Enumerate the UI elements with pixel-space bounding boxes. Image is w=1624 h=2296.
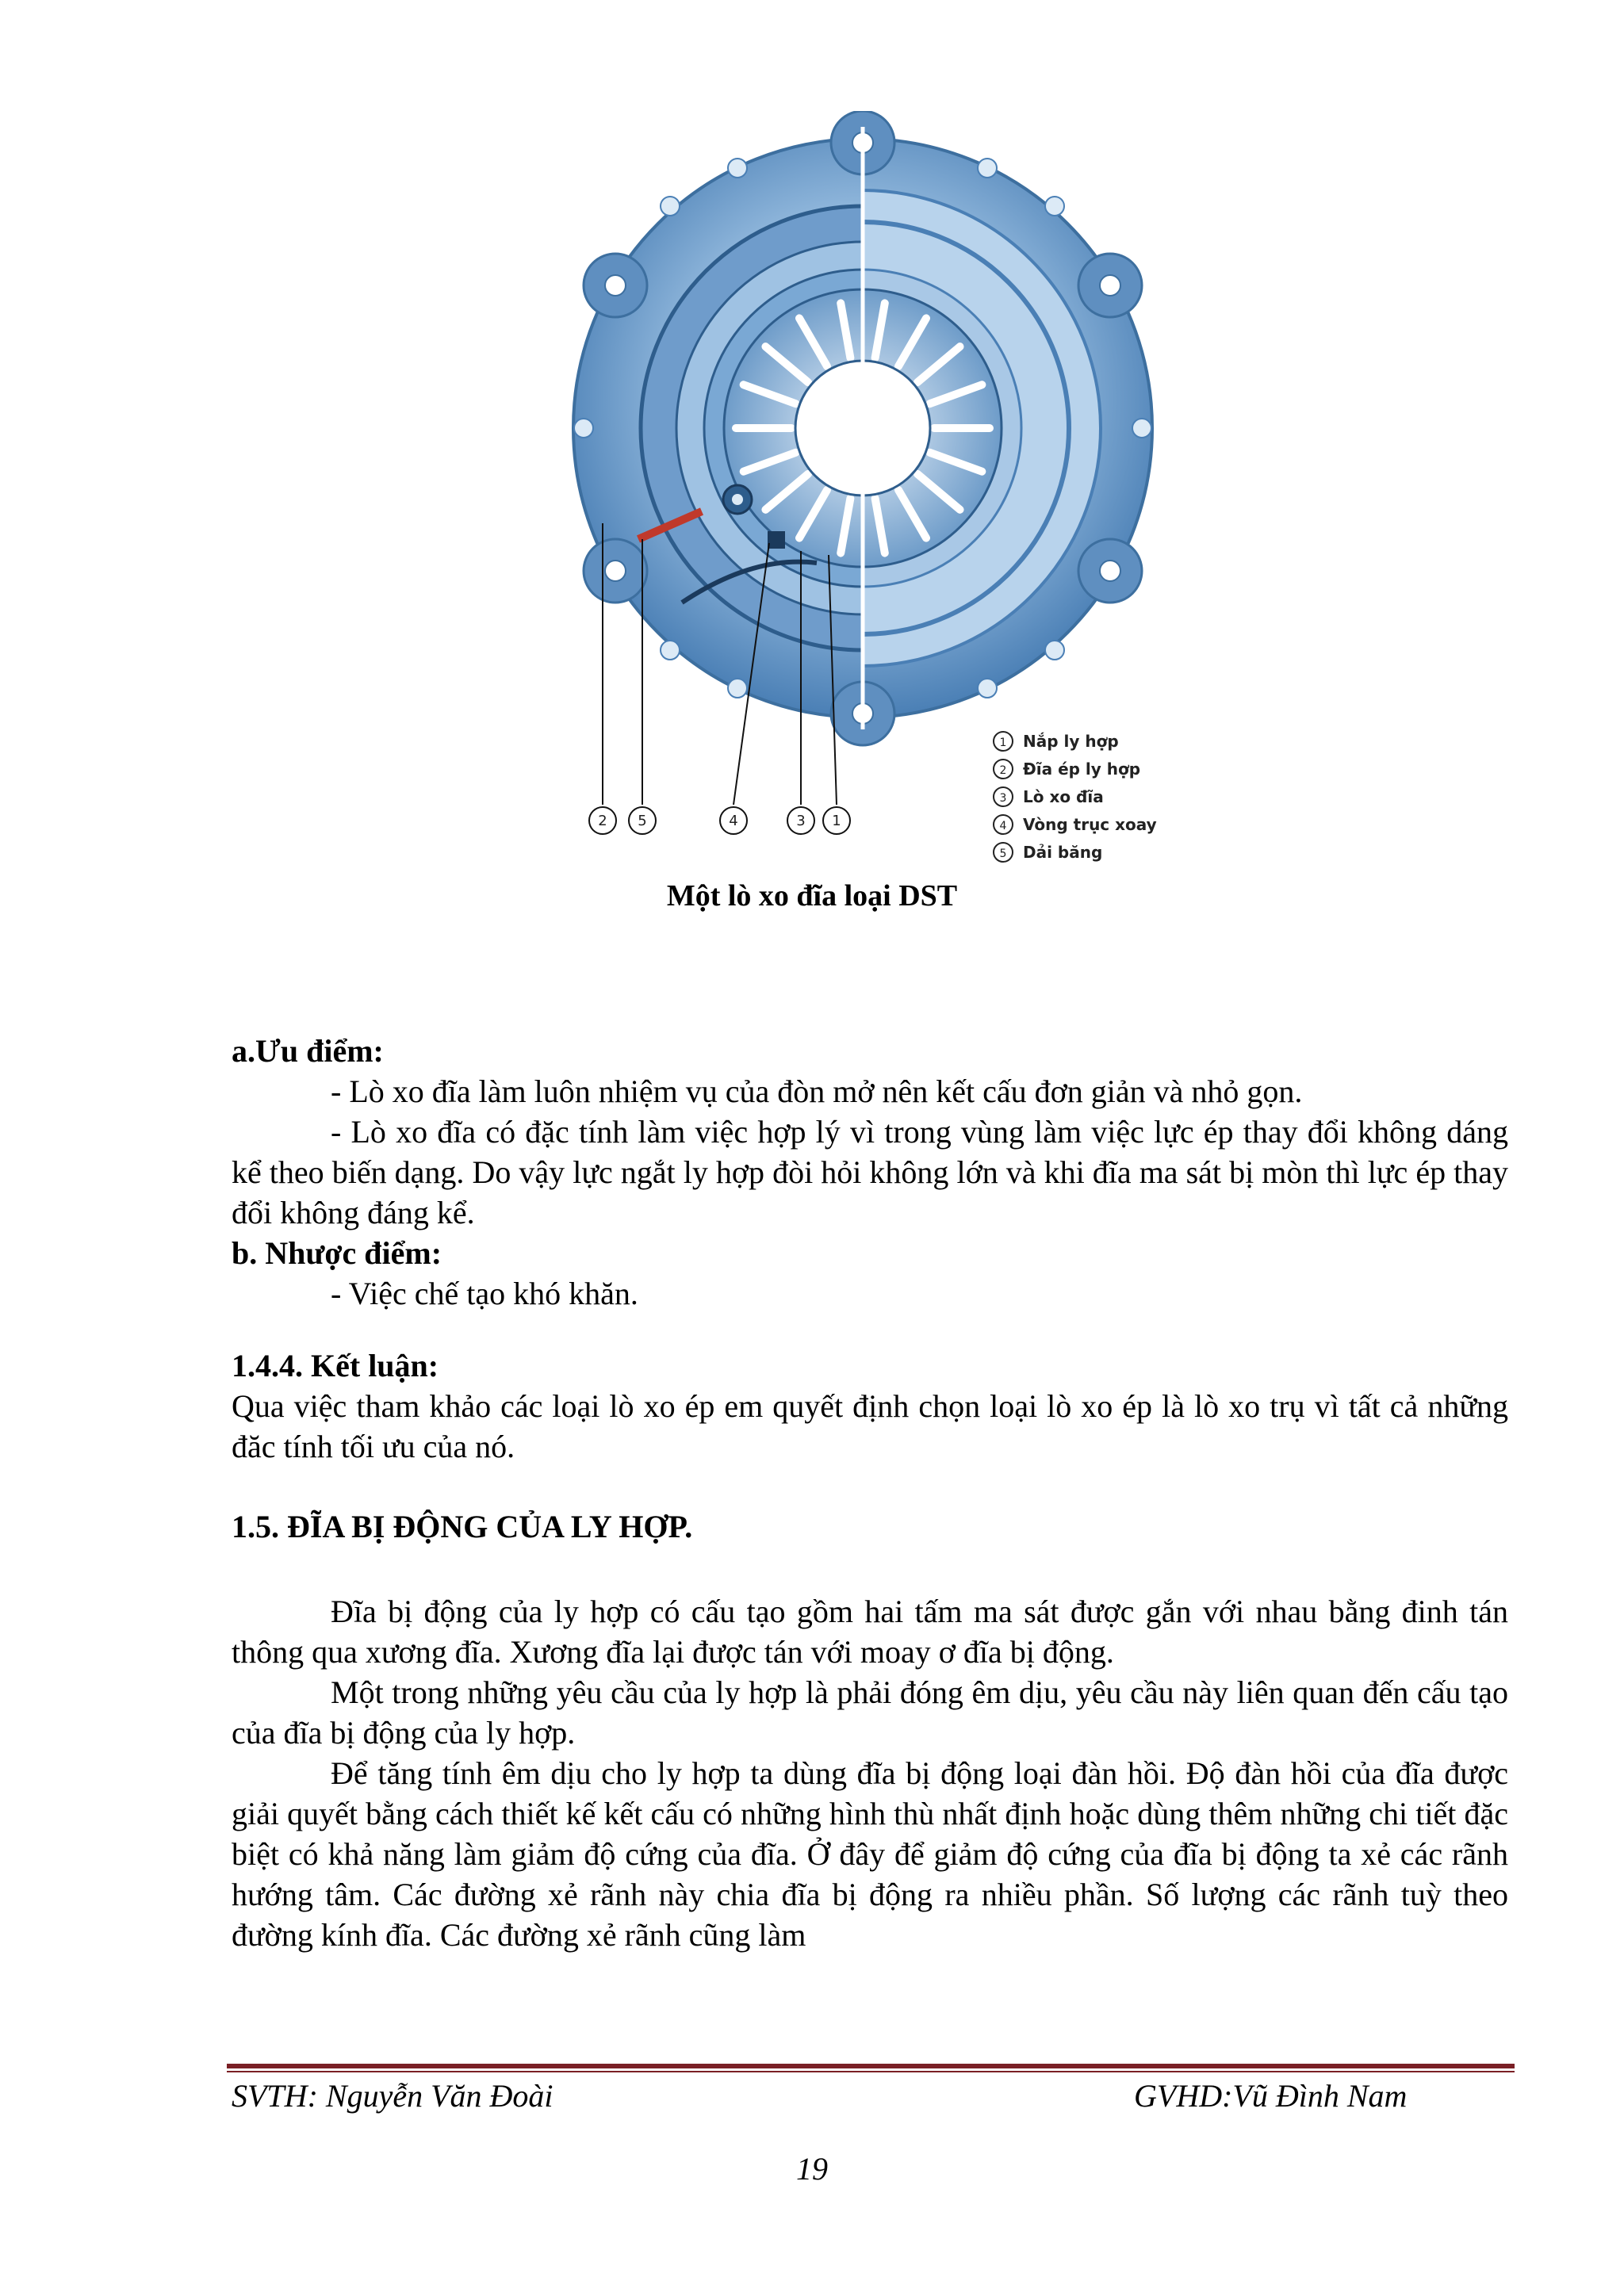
- svg-text:3: 3: [999, 792, 1007, 805]
- svg-text:3: 3: [796, 813, 806, 829]
- legend-item: [994, 760, 1140, 779]
- svg-text:Dải băng: Dải băng: [1023, 843, 1103, 862]
- callout-4: [720, 807, 747, 834]
- legend-item: [994, 815, 1157, 834]
- advantage-item: - Lò xo đĩa có đặc tính làm việc hợp lý vì trong vùng làm việc lực ép thay đổi không dáng kể theo biến dạng. Do vậy lực ngắt ly hợp đòi hỏi không lớn và khi đĩa ma sát bị mòn thì lực ép thay đổi không đáng kể.: [232, 1114, 1508, 1230]
- svg-text:4: 4: [729, 813, 738, 829]
- advantage-item: - Lò xo đĩa làm luôn nhiệm vụ của đòn mở nên kết cấu đơn giản và nhỏ gọn.: [331, 1073, 1303, 1109]
- legend-item: [994, 843, 1102, 862]
- svg-text:Lò xo đĩa: Lò xo đĩa: [1023, 787, 1104, 806]
- advantages-heading: a.Ưu điểm:: [232, 1033, 384, 1069]
- legend-item: [994, 787, 1104, 806]
- footer-advisor: GVHD:Vũ Đình Nam: [1134, 2078, 1408, 2114]
- conclusion-text: Qua việc tham khảo các loại lò xo ép em quyết định chọn loại lò xo ép là lò xo trụ vì tất cả những đăc tính tối ưu của nó.: [232, 1388, 1508, 1464]
- callout-3: [787, 807, 814, 834]
- body-paragraph: Một trong những yêu cầu của ly hợp là phải đóng êm dịu, yêu cầu này liên quan đến cấu tạo của đĩa bị động của ly hợp.: [232, 1674, 1508, 1751]
- body-paragraph: Đĩa bị động của ly hợp có cấu tạo gồm hai tấm ma sát được gắn với nhau bằng đinh tán thông qua xương đĩa. Xương đĩa lại được tán với moay ơ đĩa bị động.: [232, 1594, 1508, 1670]
- callout-5: [629, 807, 656, 834]
- svg-text:1: 1: [832, 813, 841, 829]
- body-paragraph: Để tăng tính êm dịu cho ly hợp ta dùng đĩa bị động loại đàn hồi. Độ đàn hồi của đĩa được giải quyết bằng cách thiết kế kết cấu có những hình thù nhất định hoặc dùng thêm những chi tiết đặc biệt có khả năng làm giảm độ cứng của đĩa. Ở đây để giảm độ cứng của đĩa bị động ta xẻ các rãnh hướng tâm. Các đường xẻ rãnh này chia đĩa bị động ra nhiều phần. Số lượng các rãnh tuỳ theo đường kính đĩa. Các đường xẻ rãnh cũng làm: [232, 1755, 1508, 1953]
- svg-text:4: 4: [999, 820, 1007, 832]
- svg-text:2: 2: [999, 764, 1007, 777]
- svg-text:5: 5: [638, 813, 647, 829]
- figure-caption: Một lò xo đĩa loại DST: [666, 879, 958, 913]
- disadvantages-heading: b. Nhược điểm:: [232, 1235, 442, 1271]
- figure-legend: [994, 732, 1157, 862]
- footer-student: SVTH: Nguyễn Văn Đoài: [232, 2078, 553, 2114]
- callout-2: [589, 807, 616, 834]
- clutch-diagram: [555, 111, 1189, 872]
- svg-text:Vòng trục xoay: Vòng trục xoay: [1023, 815, 1157, 834]
- page-number: 19: [796, 2151, 828, 2187]
- page-body: [232, 1031, 1508, 1955]
- callout-1: [823, 807, 850, 834]
- strap-rivet: [768, 531, 785, 549]
- disadvantage-item: - Việc chế tạo khó khăn.: [331, 1276, 638, 1311]
- section-heading: 1.5. ĐĨA BỊ ĐỘNG CỦA LY HỢP.: [232, 1509, 693, 1544]
- callout-numbers: [589, 807, 850, 834]
- footer-rule: [227, 2064, 1515, 2068]
- svg-text:Đĩa ép ly hợp: Đĩa ép ly hợp: [1023, 760, 1141, 779]
- svg-text:Nắp ly hợp: Nắp ly hợp: [1023, 732, 1119, 751]
- svg-text:1: 1: [999, 737, 1007, 749]
- clutch-figure: [555, 111, 1189, 872]
- footer-rule-thin: [227, 2071, 1515, 2072]
- svg-text:5: 5: [999, 848, 1007, 860]
- legend-item: [994, 732, 1119, 751]
- svg-text:2: 2: [598, 813, 607, 829]
- conclusion-heading: 1.4.4. Kết luận:: [232, 1348, 439, 1383]
